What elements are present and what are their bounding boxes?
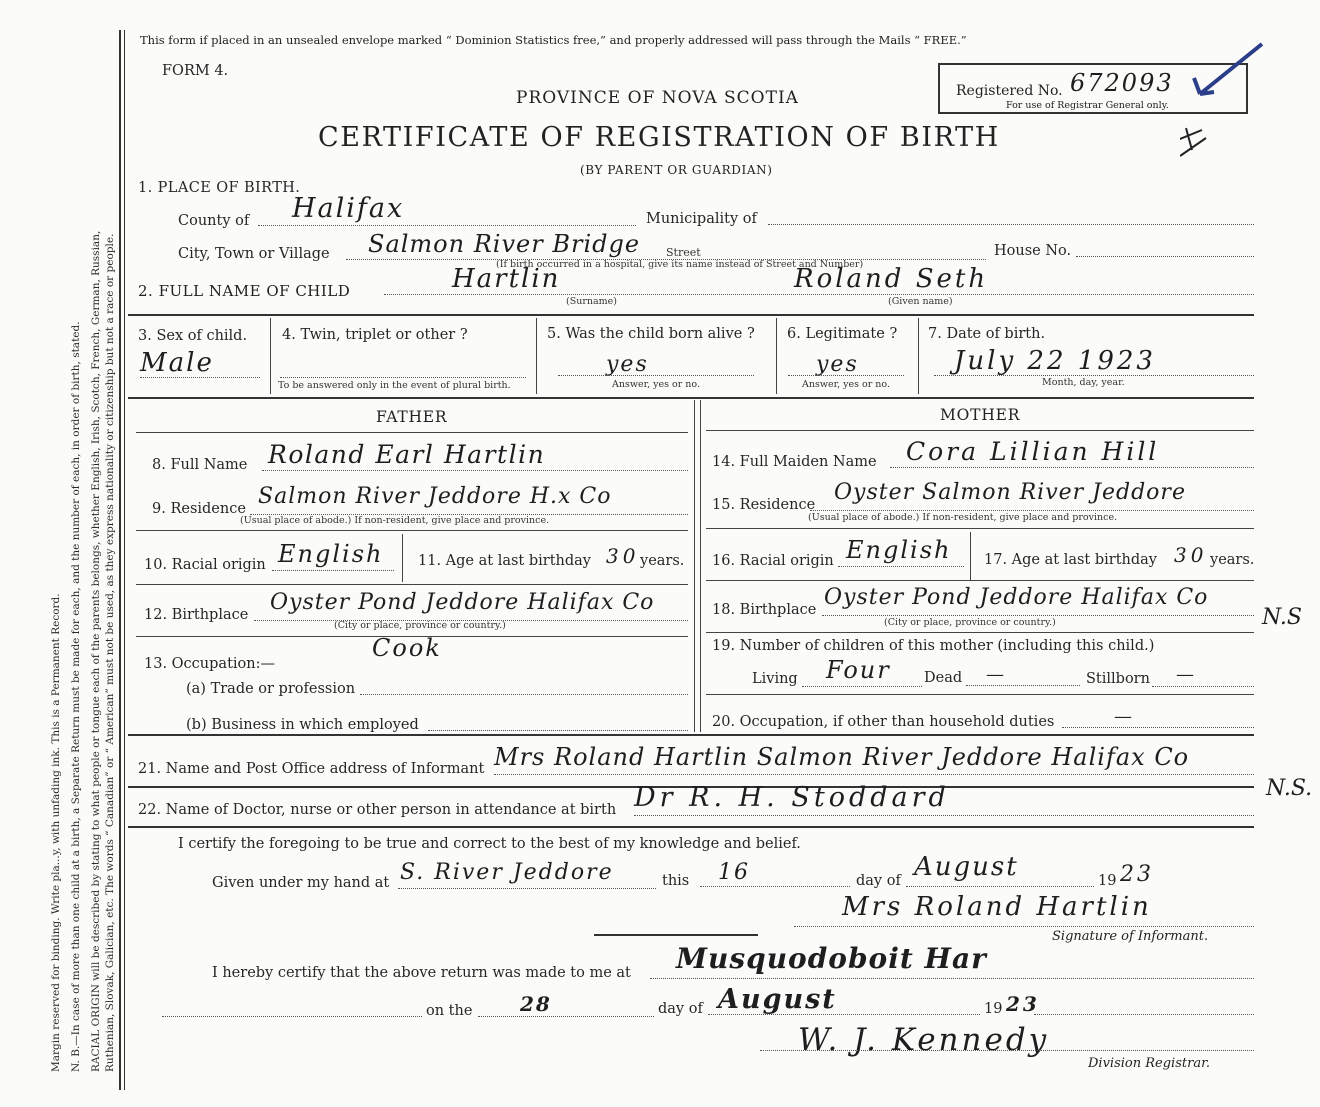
twin-label: 4. Twin, triplet or other ? [282, 327, 468, 343]
center-divider-2 [700, 400, 701, 732]
county-label: County of [178, 213, 250, 229]
registrar-blank-line [162, 1016, 422, 1017]
father-residence-note: (Usual place of abode.) If non-resident, give place and province. [240, 515, 550, 526]
day-line [700, 886, 850, 887]
informant-signature: Mrs Roland Hartlin [842, 892, 1152, 922]
city-label: City, Town or Village [178, 246, 330, 262]
father-heading-rule [136, 432, 688, 433]
mother-race-line [838, 566, 964, 567]
sex-line [140, 377, 260, 378]
registrar-place-line [650, 978, 1254, 979]
trade-label: (a) Trade or profession [186, 681, 356, 697]
street-note: (If birth occurred in a hospital, give its name instead of Street and Number) [496, 259, 864, 270]
month-line [906, 886, 1094, 887]
certify-statement: I certify the foregoing to be true and correct to the best of my knowledge and belief. [178, 836, 801, 852]
stillborn-line [1152, 686, 1254, 687]
registrar-signature: W. J. Kennedy [798, 1022, 1050, 1058]
living-value: Four [826, 656, 891, 684]
given-place-line [398, 888, 656, 889]
child-given-name: Roland Seth [794, 264, 989, 294]
mother-occupation-line [1062, 727, 1254, 728]
mother-residence-label: 15. Residence [712, 497, 816, 513]
father-residence-value: Salmon River Jeddore H.x Co [258, 484, 612, 509]
mother-heading: MOTHER [940, 406, 1021, 424]
alive-label: 5. Was the child born alive ? [547, 326, 755, 342]
father-residence-label: 9. Residence [152, 501, 246, 517]
mother-name-value: Cora Lillian Hill [906, 437, 1160, 466]
mother-occupation-label: 20. Occupation, if other than household duties [712, 714, 1055, 730]
sex-value: Male [140, 348, 214, 378]
children-count-label: 19. Number of children of this mother (including this child.) [712, 638, 1155, 654]
given-place-value: S. River Jeddore [400, 860, 614, 885]
mother-birthplace-value: Oyster Pond Jeddore Halifax Co [824, 585, 1209, 610]
stillborn-label: Stillborn [1086, 671, 1150, 687]
registrar-month: August [718, 984, 837, 1015]
certify-year-prefix: 19 [1098, 873, 1117, 889]
row3-divider-3 [776, 318, 777, 394]
registrar-day: 28 [520, 992, 552, 1016]
mother-name-label: 14. Full Maiden Name [712, 454, 877, 470]
certify-month: August [914, 852, 1019, 882]
mother-age-label: 17. Age at last birthday [984, 552, 1157, 568]
dob-caption: Month, day, year. [1042, 377, 1125, 388]
alive-caption: Answer, yes or no. [612, 379, 701, 390]
doctor-line [634, 815, 1254, 816]
margin-racial-origin-note-1: RACIAL ORIGIN will be described by stating to what people or tongue each of the parents belongs, whether English, Irish, Scotch, French, German, Russian, [90, 230, 102, 1072]
stillborn-value: — [1176, 664, 1194, 685]
business-label: (b) Business in which employed [186, 717, 419, 733]
municipality-label: Municipality of [646, 211, 757, 227]
father-age-unit: years. [640, 553, 685, 569]
twin-line [280, 377, 526, 378]
dead-label: Dead [924, 670, 963, 686]
certificate-subtitle: (BY PARENT OR GUARDIAN) [580, 163, 773, 177]
margin-border-inner [124, 30, 125, 1090]
mother-rule-5 [706, 694, 1254, 695]
house-no-label: House No. [994, 243, 1072, 259]
dead-line [966, 685, 1080, 686]
mother-residence-value: Oyster Salmon River Jeddore [834, 480, 1186, 505]
father-heading: FATHER [376, 408, 448, 426]
mother-occupation-value: — [1114, 706, 1132, 727]
this-label: this [662, 873, 690, 889]
father-birthplace-value: Oyster Pond Jeddore Halifax Co [270, 590, 655, 615]
legitimate-caption: Answer, yes or no. [802, 379, 891, 390]
legitimate-line [788, 375, 904, 376]
twin-note: To be answered only in the event of plural birth. [278, 380, 511, 391]
informant-suffix: N.S. [1266, 776, 1313, 801]
row3-divider-2 [536, 318, 537, 394]
father-name-line [262, 470, 688, 471]
row3-top-border [128, 314, 1254, 316]
mother-rule-2 [706, 528, 1254, 529]
dob-value: July 22 1923 [954, 346, 1156, 376]
registered-label: Registered No. [956, 83, 1063, 99]
street-label: Street [666, 246, 701, 259]
living-line [802, 686, 922, 687]
municipality-line [768, 224, 1254, 225]
county-value: Halifax [292, 193, 405, 224]
county-line [258, 225, 636, 226]
row3-divider-4 [918, 318, 919, 394]
margin-racial-origin-note-2: Ruthenian, Slovak, Galician, etc. The words “ Canadian” or “ American” must not be used, as they express nationality or citizenship but not a race or people. [104, 233, 116, 1072]
registrar-year-prefix: 19 [984, 1001, 1003, 1017]
city-value: Salmon River Bridge [368, 230, 641, 258]
place-of-birth-heading: 1. PLACE OF BIRTH. [138, 180, 301, 196]
father-age-value: 30 [606, 544, 640, 568]
mother-race-divider [970, 532, 971, 580]
row3-bottom-border [128, 397, 1254, 399]
mother-birthplace-note: (City or place, province or country.) [884, 617, 1056, 628]
father-occupation-value: Cook [372, 634, 442, 662]
registrar-day-of-label: day of [658, 1001, 703, 1017]
father-rule-2 [136, 530, 688, 531]
mother-age-unit: years. [1210, 552, 1255, 568]
registered-number: 672093 [1070, 69, 1174, 97]
mother-birthplace-line [822, 615, 1254, 616]
father-occupation-label: 13. Occupation:— [144, 656, 275, 672]
margin-border [119, 30, 121, 1090]
dob-line [934, 375, 1254, 376]
mother-birthplace-suffix: N.S [1262, 605, 1302, 630]
registrar-signature-line [760, 1050, 1254, 1051]
mother-race-value: English [846, 536, 952, 564]
division-registrar-caption: Division Registrar. [1088, 1056, 1210, 1071]
parents-bottom-border [128, 734, 1254, 736]
registrar-day-line [478, 1016, 654, 1017]
on-the-label: on the [426, 1003, 473, 1019]
mother-heading-rule [706, 430, 1254, 431]
child-name-line [384, 294, 1254, 295]
registrar-year-line [1034, 1014, 1254, 1015]
mother-rule-3 [706, 580, 1254, 581]
given-name-caption: (Given name) [888, 296, 953, 307]
separator-rule [594, 934, 758, 936]
father-name-value: Roland Earl Hartlin [268, 440, 546, 469]
father-age-label: 11. Age at last birthday [418, 553, 591, 569]
mother-age-value: 30 [1174, 543, 1208, 567]
alive-value: yes [606, 352, 649, 377]
mother-race-label: 16. Racial origin [712, 553, 834, 569]
mother-residence-note: (Usual place of abode.) If non-resident, give place and province. [808, 512, 1118, 523]
informant-value: Mrs Roland Hartlin Salmon River Jeddore Halifax Co [494, 743, 1190, 771]
doctor-label: 22. Name of Doctor, nurse or other person in attendance at birth [138, 802, 617, 818]
certify-year-suffix: 23 [1120, 862, 1154, 887]
father-rule-3 [136, 584, 688, 585]
informant-label: 21. Name and Post Office address of Informant [138, 761, 485, 777]
center-divider-1 [694, 400, 695, 732]
sex-label: 3. Sex of child. [138, 328, 248, 344]
father-race-label: 10. Racial origin [144, 557, 266, 573]
registrar-place: Musquodoboit Har [676, 942, 987, 975]
certify-day: 16 [718, 860, 750, 885]
province-heading: PROVINCE OF NOVA SCOTIA [516, 88, 799, 108]
doctor-rule [128, 826, 1254, 828]
informant-line [494, 774, 1254, 775]
house-no-line [1076, 256, 1254, 257]
legitimate-value: yes [816, 352, 859, 377]
child-surname: Hartlin [452, 264, 561, 294]
alive-line [558, 375, 754, 376]
margin-binding-note: Margin reserved for binding. Write pla...y, with unfading ink. This is a Permanent Record. [50, 593, 62, 1072]
mother-name-line [890, 467, 1254, 468]
mother-residence-line [810, 510, 1254, 511]
father-race-value: English [278, 540, 384, 568]
trade-line [360, 694, 688, 695]
registrar-year-suffix: 23 [1006, 992, 1040, 1016]
doctor-value: Dr R. H. Stoddard [634, 782, 950, 813]
surname-caption: (Surname) [566, 296, 617, 307]
living-label: Living [752, 671, 798, 687]
registrar-use-note: For use of Registrar General only. [1006, 100, 1169, 111]
father-race-divider [402, 534, 403, 582]
margin-multiple-birth-note: N. B.—In case of more than one child at a birth, a Separate Return must be made for each, and the number of each, in order of birth, stated. [70, 321, 82, 1072]
row3-divider-1 [270, 318, 271, 394]
dob-label: 7. Date of birth. [928, 326, 1046, 342]
child-name-label: 2. FULL NAME OF CHILD [138, 282, 351, 300]
pencil-check-mark [1180, 38, 1270, 168]
business-line [428, 730, 688, 731]
mail-notice: This form if placed in an unsealed envelope marked “ Dominion Statistics free,” and properly addressed will pass through the Mails “ FREE.” [140, 33, 967, 47]
father-birthplace-label: 12. Birthplace [144, 607, 249, 623]
father-birthplace-note: (City or place, province or country.) [334, 620, 506, 631]
mother-birthplace-label: 18. Birthplace [712, 602, 817, 618]
informant-signature-caption: Signature of Informant. [1052, 929, 1209, 944]
father-race-line [272, 570, 394, 571]
registrar-statement: I hereby certify that the above return was made to me at [212, 965, 631, 981]
form-number: FORM 4. [162, 63, 229, 79]
informant-signature-line [794, 926, 1254, 927]
given-under-label: Given under my hand at [212, 875, 390, 891]
father-name-label: 8. Full Name [152, 457, 248, 473]
mother-rule-4 [706, 632, 1254, 633]
day-of-label: day of [856, 873, 901, 889]
legitimate-label: 6. Legitimate ? [787, 326, 898, 342]
dead-value: — [986, 664, 1004, 685]
certificate-title: CERTIFICATE OF REGISTRATION OF BIRTH [318, 122, 1000, 153]
